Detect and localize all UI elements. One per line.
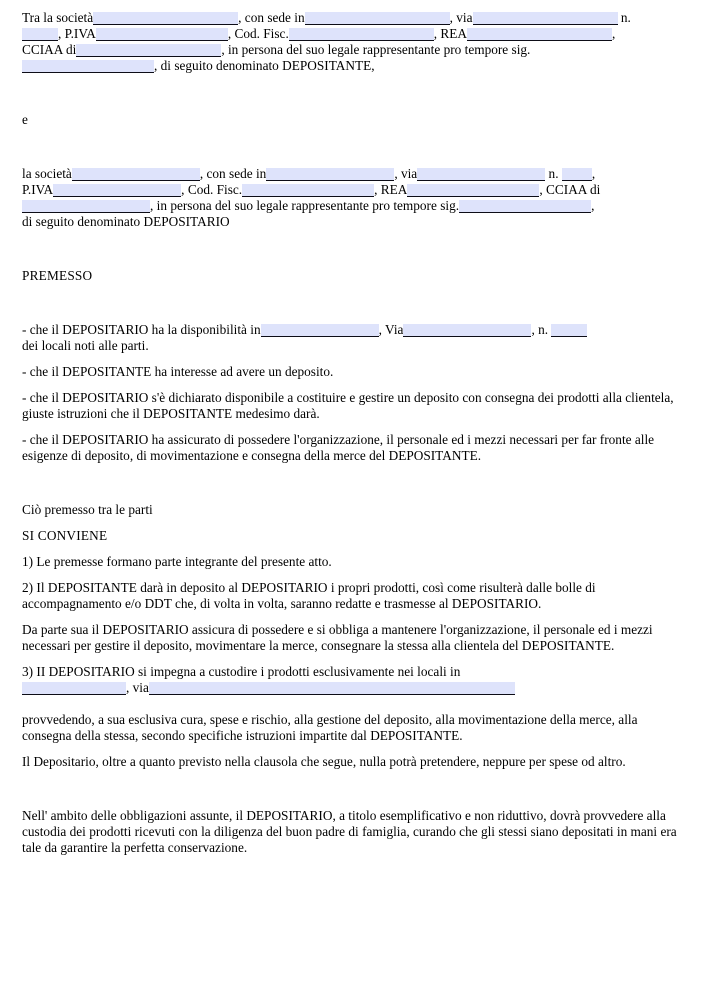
- spacer-before-closing: [22, 770, 690, 808]
- depositante-cciaa-label: CCIAA di: [22, 42, 77, 57]
- depositante-paragraph: [22, 10, 690, 74]
- depositante-via-label: , via: [449, 10, 473, 25]
- depositario-rappresentante-label: , in persona del suo legale rappresentante pro tempore sig.: [150, 198, 460, 213]
- depositante-rea-field[interactable]: [467, 28, 612, 41]
- spacer-clause-2-cont: [22, 612, 690, 622]
- conjunction-e: e: [22, 112, 28, 127]
- depositario-sede-field[interactable]: [266, 168, 394, 181]
- clause3-part-a: 3) II DEPOSITARIO si impegna a custodire i prodotti esclusivamente nei locali in: [22, 664, 461, 679]
- party-depositario-block: [22, 166, 690, 230]
- spacer-premesso-1-2: [22, 354, 690, 364]
- depositante-lead-in-label: Tra la società: [22, 10, 94, 25]
- premesso-item1-part-d: dei locali noti alle parti.: [22, 338, 149, 353]
- depositante-numero-label: n.: [620, 10, 631, 25]
- clause3-locali-via-field[interactable]: [149, 682, 515, 695]
- spacer-before-clause-3: [22, 654, 690, 664]
- clause-1: 1) Le premesse formano parte integrante del presente atto.: [22, 554, 332, 569]
- premesso-item1-part-c: , n.: [531, 322, 549, 337]
- si-conviene-heading: SI CONVIENE: [22, 528, 108, 543]
- spacer-premesso-2-3: [22, 380, 690, 390]
- depositario-cciaa-label: , CCIAA di: [539, 182, 601, 197]
- spacer-after-conjunction: [22, 128, 690, 166]
- depositante-rea-label: , REA: [433, 26, 468, 41]
- spacer-clause3-body-depositario: [22, 744, 690, 754]
- depositante-codfisc-field[interactable]: [289, 28, 434, 41]
- closing-paragraph: Nell' ambito delle obbligazioni assunte, il DEPOSITARIO, a titolo esemplificativo e non riduttivo, dovrà provvedere alla custodia dei prodotti ricevuti con la diligenza del buon padre di famiglia, curando che gli stessi siano depositati in mani era tale da garantire la perfetta conservazione.: [22, 808, 677, 855]
- depositario-piva-label: P.IVA: [22, 182, 54, 197]
- clause3-locali-citta-field[interactable]: [22, 682, 126, 695]
- depositario-rappresentante-field[interactable]: [459, 200, 591, 213]
- depositario-piva-field[interactable]: [53, 184, 181, 197]
- depositante-denominato-label: , di seguito denominato DEPOSITANTE,: [154, 58, 375, 73]
- depositario-lead-in-label: la società: [22, 166, 72, 181]
- depositario-via-label: , via: [394, 166, 418, 181]
- premesso-disponibilita-citta-field[interactable]: [261, 324, 379, 337]
- premesso-item1-part-b: , Via: [378, 322, 404, 337]
- cio-premesso-line: Ciò premesso tra le parti: [22, 502, 153, 517]
- depositante-societa-field[interactable]: [93, 12, 238, 25]
- premesso-item-1: [22, 322, 690, 354]
- spacer-before-si-conviene: [22, 518, 690, 528]
- depositario-rea-label: , REA: [374, 182, 408, 197]
- depositante-via-field[interactable]: [473, 12, 618, 25]
- spacer-before-cio-premesso: [22, 464, 690, 502]
- depositante-piva-label: , P.IVA: [58, 26, 96, 41]
- premesso-disponibilita-numero-field[interactable]: [551, 324, 587, 337]
- depositario-denominato-label: di seguito denominato DEPOSITARIO: [22, 214, 230, 229]
- clause-2-continuation: Da parte sua il DEPOSITARIO assicura di possedere e si obbliga a mantenere l'organizzazione, il personale ed i mezzi necessari per gestire il deposito, movimentare la merce, consegnare la stessa alla clientela del DEPOSITANTE.: [22, 622, 653, 653]
- depositante-comma-1: ,: [612, 26, 616, 41]
- depositante-piva-field[interactable]: [96, 28, 228, 41]
- premesso-item-3: - che il DEPOSITARIO s'è dichiarato disponibile a costituire e gestire un deposito con consegna dei prodotti alla clientela, giuste istruzioni che il DEPOSITANTE medesimo darà.: [22, 390, 674, 421]
- party-depositante-block: [22, 10, 690, 74]
- depositario-cciaa-field[interactable]: [22, 200, 150, 213]
- depositario-codfisc-field[interactable]: [242, 184, 374, 197]
- depositante-rappresentante-field[interactable]: [22, 60, 154, 73]
- depositario-numero-label: n.: [548, 166, 559, 181]
- clause-3-depositario-note: Il Depositario, oltre a quanto previsto nella clausola che segue, nulla potrà pretendere, neppure per spese od altro.: [22, 754, 626, 769]
- spacer-after-depositante: [22, 74, 690, 112]
- depositario-comma-1: ,: [591, 166, 596, 181]
- spacer-premesso-3-4: [22, 422, 690, 432]
- premesso-item1-part-a: - che il DEPOSITARIO ha la disponibilità in: [22, 322, 261, 337]
- depositante-sede-field[interactable]: [305, 12, 450, 25]
- depositario-societa-field[interactable]: [72, 168, 200, 181]
- clause3-part-b: , via: [126, 680, 149, 695]
- depositario-numero-field[interactable]: [562, 168, 592, 181]
- depositario-rea-field[interactable]: [407, 184, 539, 197]
- depositante-codfisc-label: , Cod. Fisc.: [227, 26, 289, 41]
- depositario-sede-label: , con sede in: [199, 166, 267, 181]
- premesso-item-2: - che il DEPOSITANTE ha interesse ad avere un deposito.: [22, 364, 334, 379]
- depositante-numero-field[interactable]: [22, 28, 58, 41]
- clause-3-intro: [22, 664, 690, 696]
- spacer-after-si-conviene: [22, 544, 690, 554]
- spacer-before-premesso: [22, 230, 690, 268]
- depositario-codfisc-label: , Cod. Fisc.: [181, 182, 243, 197]
- clause-2: 2) Il DEPOSITANTE darà in deposito al DEPOSITARIO i propri prodotti, così come risulterà dalle bolle di accompagnamento e/o DDT che, di volta in volta, saranno redatte e trasmesse al DEPOSITARIO.: [22, 580, 596, 611]
- premesso-item-4: - che il DEPOSITARIO ha assicurato di possedere l'organizzazione, il personale ed i mezzi necessari per far fronte alle esigenze di deposito, di movimentazione e consegna della merce del DEPOSITANTE.: [22, 432, 655, 463]
- spacer-clause-1-2: [22, 570, 690, 580]
- premesso-heading: PREMESSO: [22, 268, 93, 283]
- depositante-sede-label: , con sede in: [238, 10, 305, 25]
- spacer-after-premesso-heading: [22, 284, 690, 322]
- depositario-trailing-comma: ,: [591, 198, 595, 213]
- depositante-cciaa-field[interactable]: [76, 44, 221, 57]
- spacer-after-clause3-fields: [22, 696, 690, 712]
- clause-3-body: provvedendo, a sua esclusiva cura, spese e rischio, alla gestione del deposito, alla movimentazione della merce, alla consegna della stessa, secondo specifiche istruzioni impartite dal DEPOSITANTE.: [22, 712, 638, 743]
- premesso-disponibilita-via-field[interactable]: [403, 324, 531, 337]
- depositante-rappresentante-label: , in persona del suo legale rappresentante pro tempore sig.: [221, 42, 531, 57]
- depositario-paragraph: [22, 166, 690, 230]
- depositario-via-field[interactable]: [417, 168, 545, 181]
